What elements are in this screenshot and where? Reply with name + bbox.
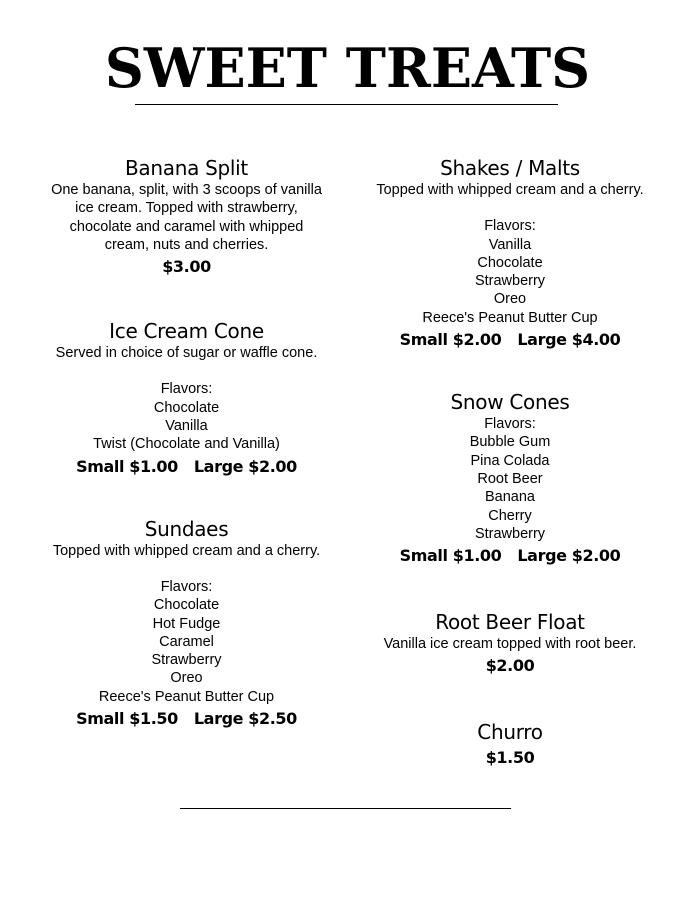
flavor-item: Vanilla — [488, 236, 532, 253]
flavor-item: Chocolate — [153, 399, 220, 416]
shakes-flavors-label: Flavors: — [484, 218, 536, 235]
flavor-item: Vanilla — [165, 418, 208, 435]
title-underline — [135, 104, 558, 105]
right-column — [362, 155, 658, 769]
root-beer-float-item — [362, 609, 658, 677]
flavor-item: Hot Fudge — [152, 615, 221, 632]
ice-cream-cone-item — [40, 318, 333, 477]
shakes-heading: Shakes / Malts — [440, 156, 580, 180]
sundaes-flavor-list — [40, 596, 333, 706]
flavor-item: Oreo — [493, 291, 527, 308]
small-price: Small $1.00 — [399, 546, 502, 566]
flavor-item: Pina Colada — [470, 452, 550, 469]
banana-split-desc-line: chocolate and caramel with whipped — [69, 218, 304, 235]
ice-cream-cone-prices — [40, 456, 333, 478]
flavor-item: Chocolate — [153, 597, 220, 614]
flavor-item: Strawberry — [151, 652, 222, 669]
banana-split-price: $3.00 — [162, 257, 211, 277]
flavor-item: Strawberry — [474, 525, 546, 542]
flavor-item: Chocolate — [477, 254, 543, 271]
shakes-flavor-list — [362, 236, 658, 327]
large-price: Large $2.50 — [193, 709, 297, 729]
flavor-item: Banana — [485, 489, 535, 506]
ice-cream-cone-flavors-label: Flavors: — [160, 381, 213, 398]
snow-cones-flavor-list — [362, 433, 658, 543]
banana-split-description — [40, 181, 333, 254]
flavor-item: Strawberry — [474, 273, 546, 290]
snow-cones-prices — [362, 545, 658, 567]
large-price: Large $2.00 — [517, 546, 621, 566]
root-beer-float-description: Vanilla ice cream topped with root beer. — [383, 636, 637, 653]
sundaes-item — [40, 516, 333, 730]
sundaes-heading: Sundaes — [144, 516, 229, 541]
banana-split-desc-line: One banana, split, with 3 scoops of vanilla — [51, 182, 322, 198]
banana-split-item — [40, 155, 333, 278]
banana-split-desc-line: ice cream. Topped with strawberry, — [75, 200, 298, 217]
small-price: Small $1.50 — [76, 709, 178, 729]
ice-cream-cone-flavor-list — [40, 399, 333, 454]
bottom-divider — [180, 808, 511, 809]
shakes-prices — [362, 329, 658, 351]
flavor-item: Cherry — [488, 507, 532, 524]
snow-cones-item — [362, 389, 658, 567]
root-beer-float-price: $2.00 — [485, 656, 535, 676]
menu-title: SWEET TREATS — [104, 36, 591, 100]
churro-heading: Churro — [477, 720, 543, 745]
flavor-item: Oreo — [170, 670, 203, 687]
banana-split-heading: Banana Split — [125, 156, 248, 180]
small-price: Small $2.00 — [399, 330, 502, 350]
sundaes-description: Topped with whipped cream and a cherry. — [52, 542, 321, 559]
churro-price: $1.50 — [485, 748, 535, 768]
banana-split-desc-line: cream, nuts and cherries. — [104, 236, 269, 253]
flavor-item: Root Beer — [477, 470, 543, 487]
sundaes-flavors-label: Flavors: — [160, 578, 213, 595]
sundaes-prices — [40, 708, 333, 730]
flavor-item: Twist (Chocolate and Vanilla) — [93, 436, 280, 453]
left-column — [40, 155, 333, 730]
shakes-item — [362, 155, 658, 351]
ice-cream-cone-heading: Ice Cream Cone — [109, 319, 264, 344]
flavor-item: Reece's Peanut Butter Cup — [422, 309, 598, 326]
flavor-item: Bubble Gum — [469, 434, 551, 451]
small-price: Small $1.00 — [76, 456, 178, 476]
snow-cones-heading: Snow Cones — [450, 390, 570, 415]
shakes-description: Topped with whipped cream and a cherry. — [376, 182, 644, 198]
ice-cream-cone-description: Served in choice of sugar or waffle cone. — [55, 345, 318, 362]
snow-cones-flavors-label: Flavors: — [484, 416, 536, 433]
flavor-item: Reece's Peanut Butter Cup — [98, 688, 275, 705]
flavor-item: Caramel — [159, 633, 214, 650]
large-price: Large $4.00 — [517, 330, 621, 350]
large-price: Large $2.00 — [193, 456, 297, 476]
root-beer-float-heading: Root Beer Float — [435, 610, 585, 635]
churro-item — [362, 719, 658, 769]
